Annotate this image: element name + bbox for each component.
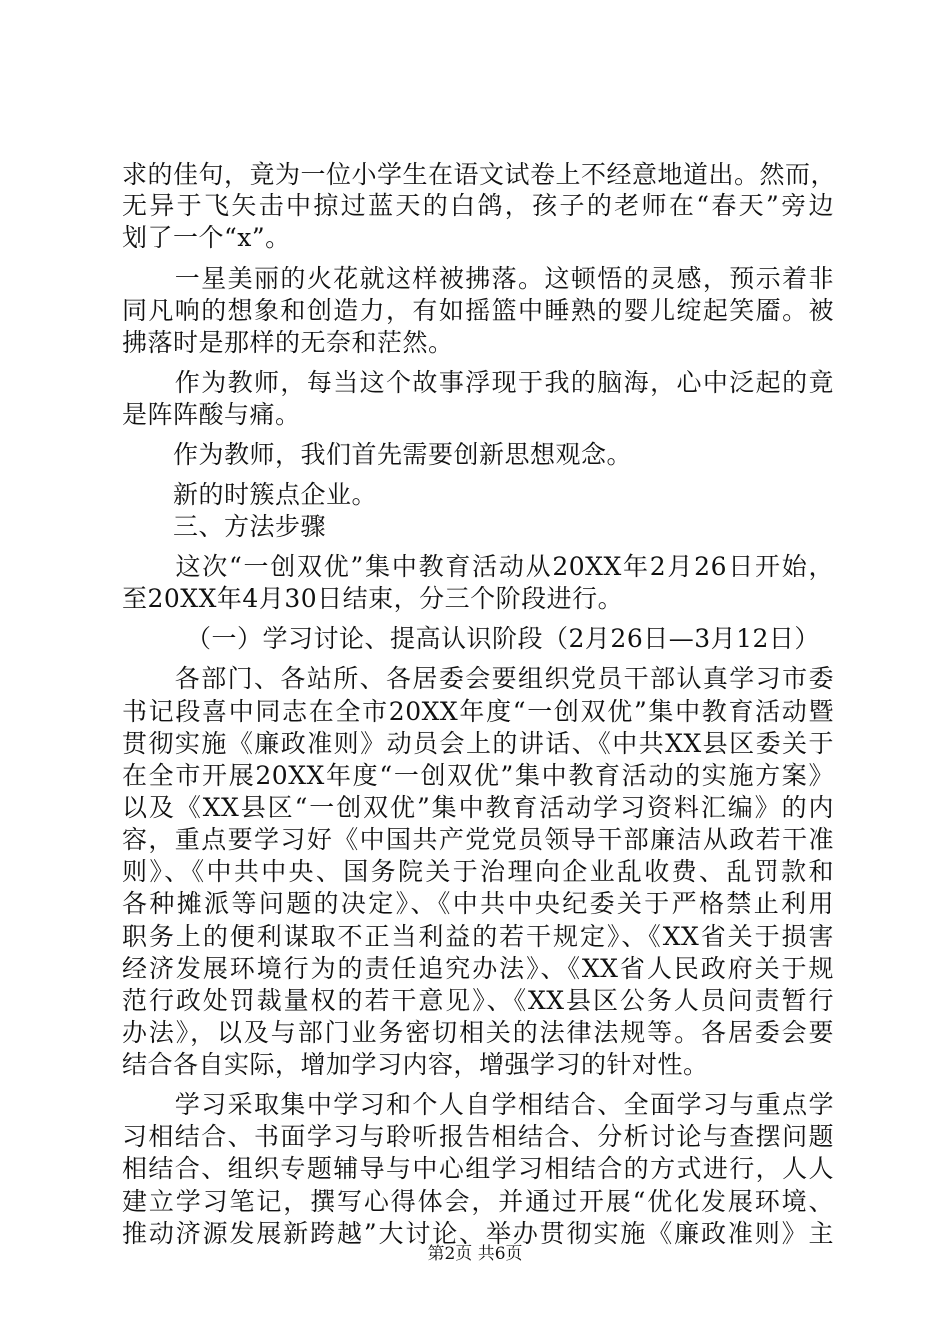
text-line: 职务上的便利谋取不正当利益的若干规定》、《XX省关于损害 [122, 922, 834, 951]
text-line: 习相结合、书面学习与聆听报告相结合、分析讨论与查摆问题 [122, 1122, 834, 1151]
text-line: 以及《XX县区“一创双优”集中教育活动学习资料汇编》的内 [122, 793, 834, 822]
text-line: 范行政处罚裁量权的若干意见》、《XX县区公务人员问责暂行 [122, 986, 834, 1015]
text-line: 相结合、组织专题辅导与中心组学习相结合的方式进行，人人 [122, 1154, 834, 1183]
text-line: 则》、《中共中央、国务院关于治理向企业乱收费、乱罚款和 [122, 857, 834, 886]
text-line: 作为教师，每当这个故事浮现于我的脑海，心中泛起的竟 [122, 368, 834, 397]
text-line: 学习采取集中学习和个人自学相结合、全面学习与重点学 [122, 1090, 834, 1119]
text-line: （一）学习讨论、提高认识阶段（2月26日—3月12日） [122, 624, 820, 653]
text-line: 三、方法步骤 [122, 512, 327, 541]
text-line: 新的时簇点企业。 [122, 480, 378, 509]
text-line: 各部门、各站所、各居委会要组织党员干部认真学习市委 [122, 664, 834, 693]
text-line: 建立学习笔记，撰写心得体会，并通过开展“优化发展环境、 [122, 1187, 834, 1216]
text-line: 推动济源发展新跨越”大讨论、举办贯彻实施《廉政准则》主 [122, 1219, 834, 1248]
text-line: 一星美丽的火花就这样被拂落。这顿悟的灵感，预示着非 [122, 264, 834, 293]
text-line: 无异于飞矢击中掠过蓝天的白鸽，孩子的老师在“春天”旁边 [122, 191, 834, 220]
text-line: 结合各自实际，增加学习内容，增强学习的针对性。 [122, 1050, 709, 1079]
text-line: 是阵阵酸与痛。 [122, 400, 301, 429]
text-line: 贯彻实施《廉政准则》动员会上的讲话、《中共XX县区委关于 [122, 729, 834, 758]
text-line: 划了一个“x”。 [122, 223, 291, 252]
text-line: 这次“一创双优”集中教育活动从20XX年2月26日开始， [122, 552, 834, 581]
text-line: 书记段喜中同志在全市20XX年度“一创双优”集中教育活动暨 [122, 697, 834, 726]
text-line: 至20XX年4月30日结束，分三个阶段进行。 [122, 584, 624, 613]
text-line: 拂落时是那样的无奈和茫然。 [122, 328, 454, 357]
page-footer: 第2页 共6页 [427, 1244, 523, 1264]
text-line: 同凡响的想象和创造力，有如摇篮中睡熟的婴儿绽起笑靥。被 [122, 296, 834, 325]
text-line: 作为教师，我们首先需要创新思想观念。 [122, 440, 633, 469]
text-line: 容，重点要学习好《中国共产党党员领导干部廉洁从政若干准 [122, 825, 834, 854]
text-line: 求的佳句，竟为一位小学生在语文试卷上不经意地道出。然而， [122, 160, 837, 189]
text-line: 各种摊派等问题的决定》、《中共中央纪委关于严格禁止利用 [122, 889, 834, 918]
text-line: 在全市开展20XX年度“一创双优”集中教育活动的实施方案》 [122, 761, 834, 790]
text-line: 办法》，以及与部门业务密切相关的法律法规等。各居委会要 [122, 1018, 834, 1047]
text-line: 经济发展环境行为的责任追究办法》、《XX省人民政府关于规 [122, 954, 834, 983]
